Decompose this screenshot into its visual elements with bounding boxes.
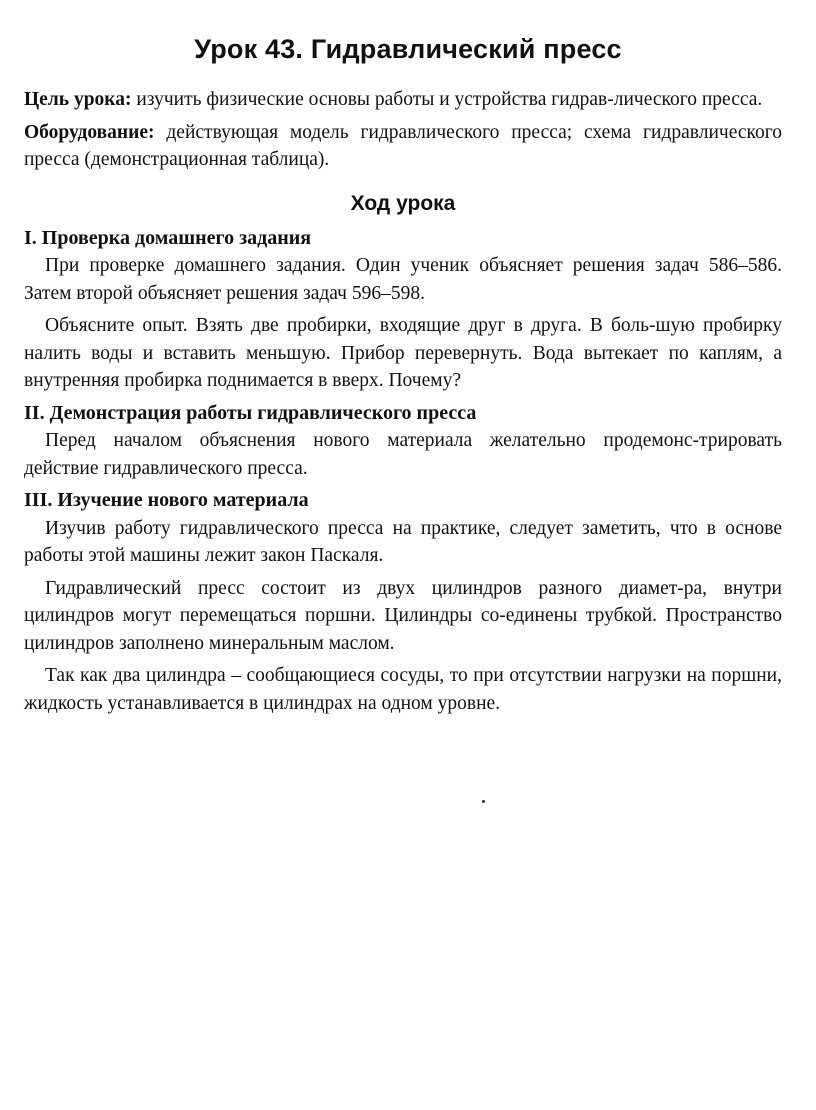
lesson-title: Урок 43. Гидравлический пресс	[194, 34, 622, 64]
section-heading-homework: I. Проверка домашнего задания	[24, 226, 312, 249]
equipment-label: Оборудование:	[24, 121, 155, 143]
paragraph: Гидравлический пресс состоит из двух цилиндров разного диамет-ра, внутри цилиндров могут перемещаться поршни. Цилиндры со-единены трубкой. Пространство цилиндров заполнено минеральным маслом.	[24, 577, 782, 654]
equipment-text: действующая модель гидравлического пресса; схема гидравлического пресса (демонстрационная таблица).	[24, 121, 782, 170]
section-heading-new-material: III. Изучение нового материала	[24, 489, 309, 511]
print-speck	[482, 800, 485, 803]
course-title: Ход урока	[350, 191, 456, 215]
paragraph: Объясните опыт. Взять две пробирки, входящие друг в друга. В боль-шую пробирку налить воды и вставить меньшую. Прибор перевернуть. Вода вытекает по каплям, а внутренняя пробирка поднимается в вверх. Почему?	[24, 315, 782, 391]
goal-label: Цель урока:	[24, 89, 132, 110]
paragraph: Так как два цилиндра – сообщающиеся сосуды, то при отсутствии нагрузки на поршни, жидкость устанавливается в цилиндрах на одном уровне.	[24, 665, 782, 714]
equipment-paragraph	[24, 119, 782, 174]
goal-text: изучить физические основы работы и устройства гидрав-лического пресса.	[131, 89, 763, 110]
paragraph: Перед началом объяснения нового материала желательно продемонс-трировать действие гидравлического пресса.	[24, 430, 782, 479]
paragraph: Изучив работу гидравлического пресса на практике, следует заметить, что в основе работы этой машины лежит закон Паскаля.	[24, 517, 782, 566]
goal-paragraph	[24, 86, 782, 114]
section-heading-demonstration: II. Демонстрация работы гидравлического пресса	[24, 401, 477, 424]
lesson-body	[24, 86, 782, 722]
paragraph: При проверке домашнего задания. Один ученик объясняет решения задач 586–586. Затем второй объясняет решения задач 596–598.	[24, 255, 782, 304]
